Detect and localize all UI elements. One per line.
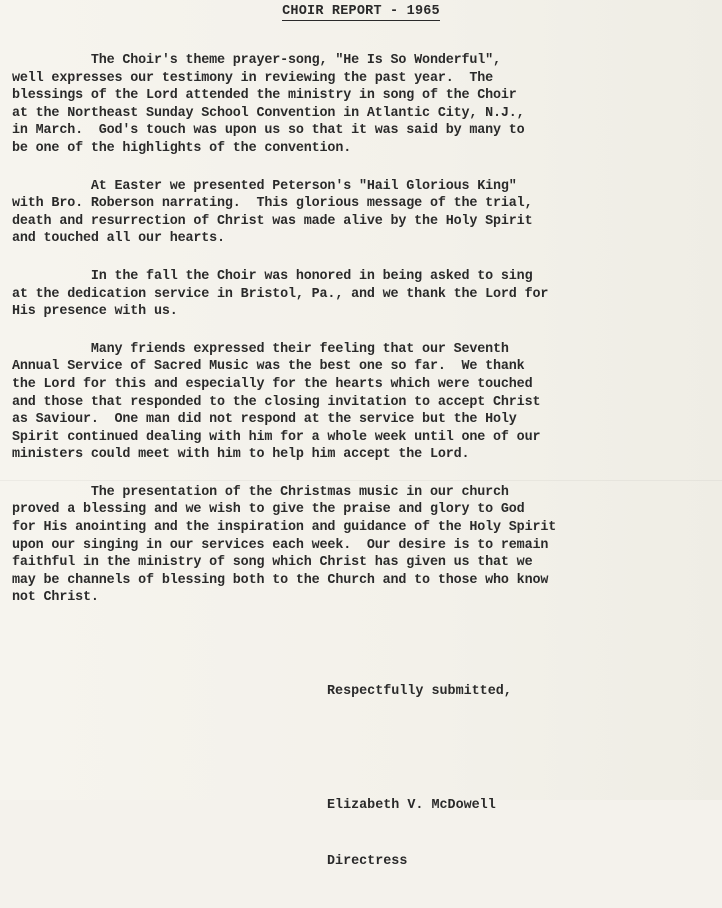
text-line: faithful in the ministry of song which Christ has given us that we	[12, 555, 533, 571]
text-line: His presence with us.	[12, 304, 178, 320]
text-line: for His anointing and the inspiration and guidance of the Holy Spirit	[12, 520, 557, 536]
paragraph-2	[12, 178, 712, 248]
text-line: well expresses our testimony in reviewing the past year. The	[12, 70, 494, 86]
text-line: be one of the highlights of the convention.	[12, 140, 352, 156]
text-line: death and resurrection of Christ was made alive by the Holy Spirit	[12, 213, 533, 229]
text-line: At Easter we presented Peterson's "Hail Glorious King"	[12, 178, 517, 194]
text-line: upon our singing in our services each week. Our desire is to remain	[12, 537, 549, 553]
report-title-text: CHOIR REPORT - 1965	[282, 4, 440, 19]
text-line: and touched all our hearts.	[12, 231, 225, 247]
paragraph-5	[12, 484, 712, 607]
text-line: Spirit continued dealing with him for a whole week until one of our	[12, 429, 541, 445]
paragraph-1	[12, 52, 712, 158]
text-line: The presentation of the Christmas music in our church	[12, 484, 509, 500]
text-line: Annual Service of Sacred Music was the best one so far. We thank	[12, 359, 525, 375]
signature-block	[327, 760, 496, 908]
text-line: proved a blessing and we wish to give the praise and glory to God	[12, 502, 525, 518]
text-line: may be channels of blessing both to the Church and to those who know	[12, 572, 549, 588]
report-title	[0, 4, 722, 19]
text-line: Many friends expressed their feeling that our Seventh	[12, 341, 509, 357]
text-line: with Bro. Roberson narrating. This glorious message of the trial,	[12, 196, 533, 212]
text-line: in March. God's touch was upon us so that it was said by many to	[12, 123, 525, 139]
text-line: ministers could meet with him to help him accept the Lord.	[12, 447, 470, 463]
report-body	[12, 52, 712, 627]
text-line: the Lord for this and especially for the hearts which were touched	[12, 376, 533, 392]
text-line: In the fall the Choir was honored in being asked to sing	[12, 268, 533, 284]
text-line: at the dedication service in Bristol, Pa., and we thank the Lord for	[12, 286, 549, 302]
closing-line: Respectfully submitted,	[327, 684, 512, 699]
signature-name: Elizabeth V. McDowell	[327, 798, 496, 813]
paragraph-4	[12, 341, 712, 464]
text-line: at the Northeast Sunday School Convention in Atlantic City, N.J.,	[12, 105, 525, 121]
text-line: blessings of the Lord attended the ministry in song of the Choir	[12, 88, 517, 104]
text-line: The Choir's theme prayer-song, "He Is So Wonderful",	[12, 53, 501, 68]
paragraph-3	[12, 268, 712, 321]
signature-title: Directress	[327, 853, 408, 869]
text-line: not Christ.	[12, 590, 99, 606]
text-line: and those that responded to the closing invitation to accept Christ	[12, 394, 541, 410]
text-line: as Saviour. One man did not respond at the service but the Holy	[12, 412, 517, 428]
